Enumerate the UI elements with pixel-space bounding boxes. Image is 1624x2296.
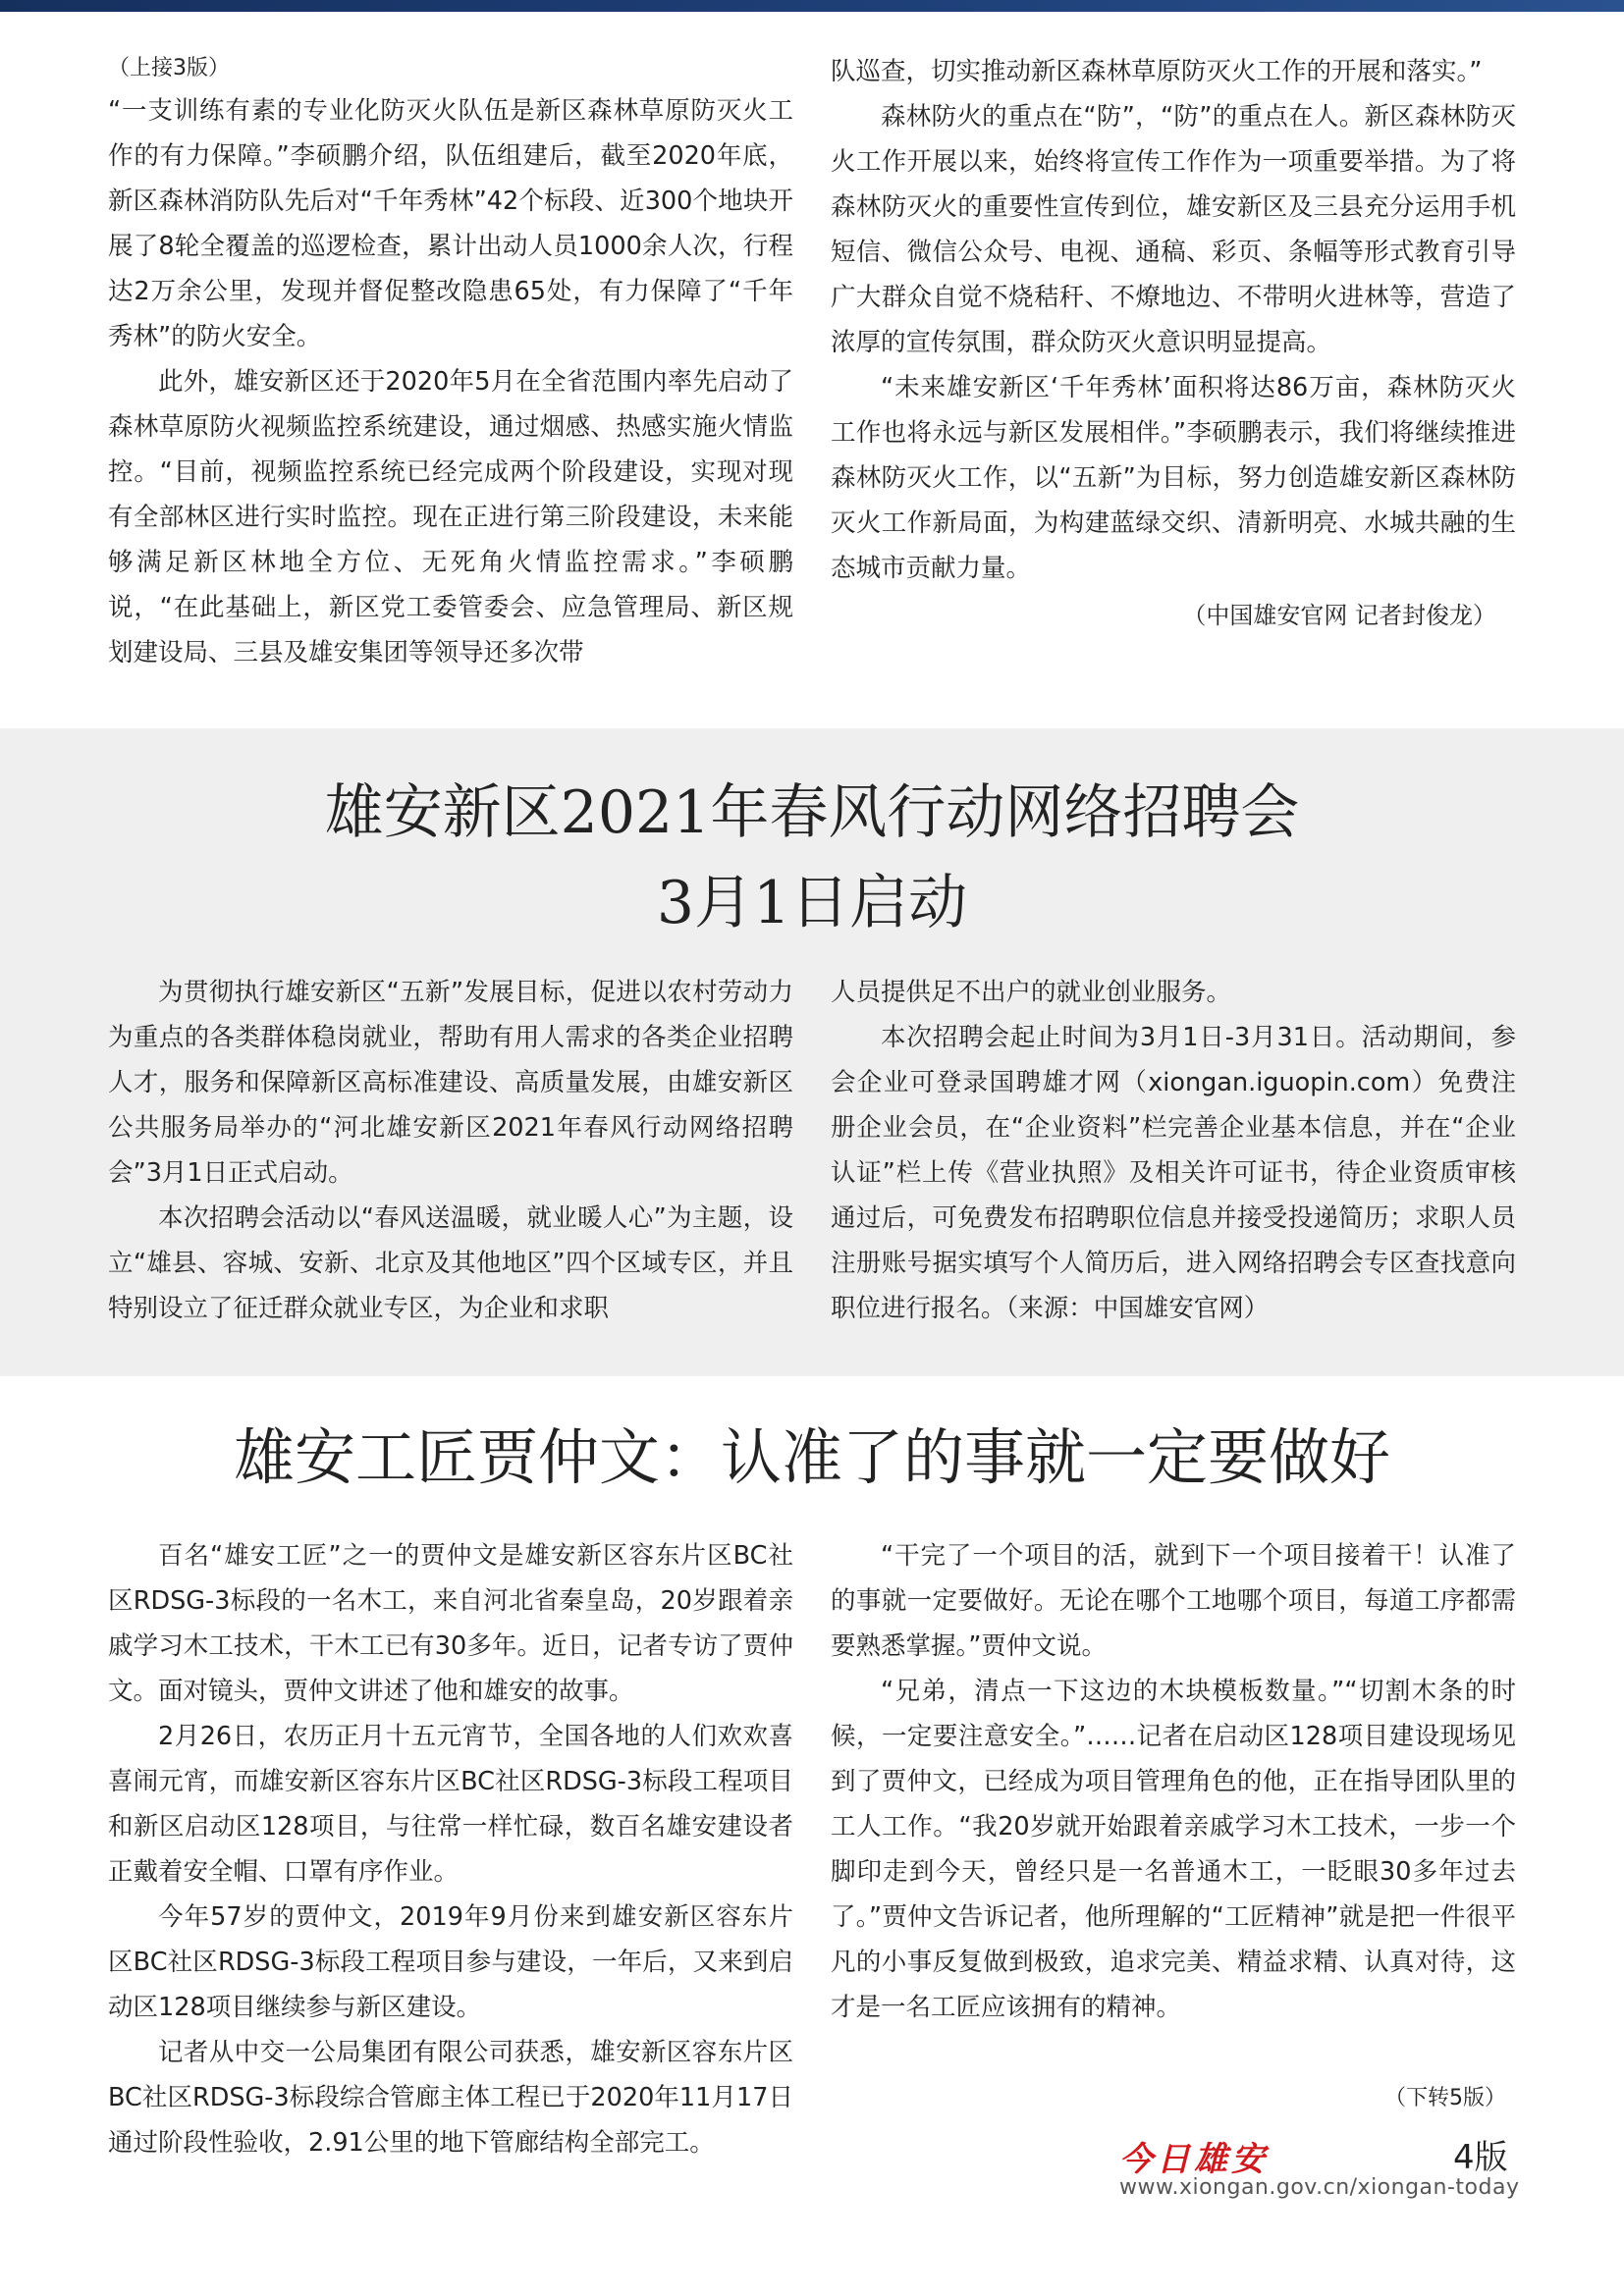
paragraph: 百名“雄安工匠”之一的贾仲文是雄安新区容东片区BC社区RDSG-3标段的一名木工，来自河北省秦皇岛，20岁跟着亲戚学习木工技术，干木工已有30多年。近日，记者专访了贾仲文。面对镜头，贾仲文讲述了他和雄安的故事。 (108, 1541, 793, 1706)
article3-title: 雄安工匠贾仲文：认准了的事就一定要做好 (233, 1421, 1390, 1493)
article3-right-column (831, 1533, 1516, 2030)
continued-from-note: （上接3版） (108, 56, 230, 80)
paragraph: 此外，雄安新区还于2020年5月在全省范围内率先启动了森林草原防火视频监控系统建设，通过烟感、热感实施火情监控。“目前，视频监控系统已经完成两个阶段建设，实现对现有全部林区进行实时监控。现在正进行第三阶段建设，未来能够满足新区林地全方位、无死角火情监控需求。”李硕鹏说，“在此基础上，新区党工委管委会、应急管理局、新区规划建设局、三县及雄安集团等领导还多次带 (108, 367, 793, 667)
paragraph: 本次招聘会起止时间为3月1日-3月31日。活动期间，参会企业可登录国聘雄才网（xiongan.iguopin.com）免费注册企业会员，在“企业资料”栏完善企业基本信息，并在“企业认证”栏上传《营业执照》及相关许可证书，待企业资质审核通过后，可免费发布招聘职位信息并接受投递简历；求职人员注册账号据实填写个人简历后，进入网络招聘会专区查找意向职位进行报名。（来源：中国雄安官网） (831, 1023, 1516, 1323)
article1-right-column (831, 49, 1516, 638)
article1-left-column (108, 49, 793, 675)
paragraph: 记者从中交一公局集团有限公司获悉，雄安新区容东片区BC社区RDSG-3标段综合管廊主体工程已于2020年11月17日通过阶段性验收，2.91公里的地下管廊结构全部完工。 (108, 2038, 793, 2158)
article2-title-line2: 3月1日启动 (656, 869, 968, 937)
top-color-bar (0, 0, 1624, 12)
paragraph: 人员提供足不出户的就业创业服务。 (831, 978, 1232, 1007)
paragraph: “兄弟，清点一下这边的木块模板数量。”“切割木条的时候，一定要注意安全。”……记者在启动区128项目建设现场见到了贾仲文，已经成为项目管理角色的他，正在指导团队里的工人工作。“我20岁就开始跟着亲戚学习木工技术，一步一个脚印走到今天，曾经只是一名普通木工，一眨眼30多年过去了。”贾仲文告诉记者，他所理解的“工匠精神”就是把一件很平凡的小事反复做到极致，追求完美、精益求精、认真对待，这才是一名工匠应该拥有的精神。 (831, 1677, 1516, 2022)
article2-right-column (831, 970, 1516, 1331)
paragraph: “未来雄安新区‘千年秀林’面积将达86万亩，森林防灭火工作也将永远与新区发展相伴。”李硕鹏表示，我们将继续推进森林防灭火工作，以“五新”为目标，努力创造雄安新区森林防灭火工作新局面，为构建蓝绿交织、清新明亮、水城共融的生态城市贡献力量。 (831, 373, 1516, 583)
paragraph: 森林防火的重点在“防”，“防”的重点在人。新区森林防灭火工作开展以来，始终将宣传工作作为一项重要举措。为了将森林防灭火的重要性宣传到位，雄安新区及三县充分运用手机短信、微信公众号、电视、通稿、彩页、条幅等形式教育引导广大群众自觉不烧秸秆、不燎地边、不带明火进林等，营造了浓厚的宣传氛围，群众防灭火意识明显提高。 (831, 102, 1516, 357)
article2-left-column (108, 970, 793, 1331)
article1-credit: （中国雄安官网 记者封俊龙） (1182, 602, 1496, 629)
publication-logo: 今日雄安 (1119, 2140, 1269, 2179)
site-url: www.xiongan.gov.cn/xiongan-today (1119, 2175, 1520, 2200)
article2-title-line1: 雄安新区2021年春风行动网络招聘会 (324, 778, 1300, 847)
paragraph: “一支训练有素的专业化防灭火队伍是新区森林草原防灭火工作的有力保障。”李硕鹏介绍，队伍组建后，截至2020年底，新区森林消防队先后对“千年秀林”42个标段、近300个地块开展了8轮全覆盖的巡逻检查，累计出动人员1000余人次，行程达2万余公里，发现并督促整改隐患65处，有力保障了“千年秀林”的防火安全。 (108, 96, 793, 351)
article3-left-column (108, 1533, 793, 2165)
page-number: 4版 (1453, 2138, 1508, 2177)
paragraph: “干完了一个项目的活，就到下一个项目接着干！认准了的事就一定要做好。无论在哪个工地哪个项目，每道工序都需要熟悉掌握。”贾仲文说。 (831, 1541, 1516, 1661)
paragraph: 为贯彻执行雄安新区“五新”发展目标，促进以农村劳动力为重点的各类群体稳岗就业，帮助有用人需求的各类企业招聘人才，服务和保障新区高标准建设、高质量发展，由雄安新区公共服务局举办的“河北雄安新区2021年春风行动网络招聘会”3月1日正式启动。 (108, 978, 793, 1188)
paragraph: 本次招聘会活动以“春风送温暖，就业暖人心”为主题，设立“雄县、容城、安新、北京及其他地区”四个区域专区，并且特别设立了征迁群众就业专区，为企业和求职 (108, 1203, 793, 1323)
paragraph: 队巡查，切实推动新区森林草原防灭火工作的开展和落实。” (831, 57, 1483, 86)
continued-to-note: （下转5版） (1384, 2086, 1506, 2110)
paragraph: 今年57岁的贾仲文，2019年9月份来到雄安新区容东片区BC社区RDSG-3标段工程项目参与建设，一年后，又来到启动区128项目继续参与新区建设。 (108, 1902, 793, 2022)
paragraph: 2月26日，农历正月十五元宵节，全国各地的人们欢欢喜喜闹元宵，而雄安新区容东片区BC社区RDSG-3标段工程项目和新区启动区128项目，与往常一样忙碌，数百名雄安建设者正戴着安全帽、口罩有序作业。 (108, 1722, 793, 1887)
